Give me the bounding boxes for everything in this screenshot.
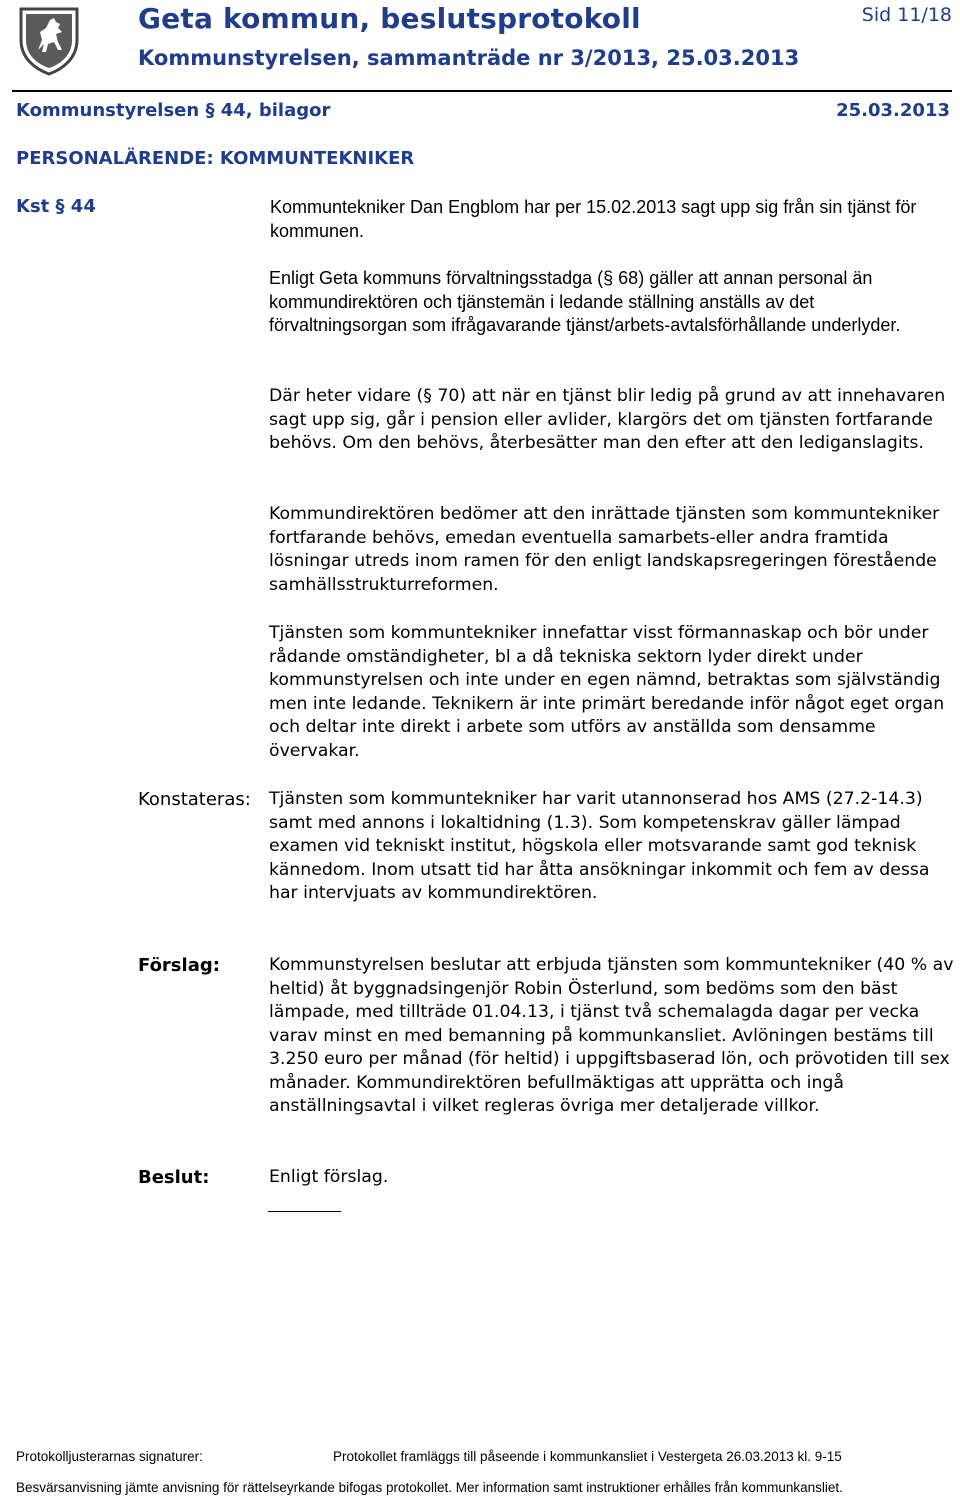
paragraph-3: Kommundirektören bedömer att den inrättade tjänsten som kommuntekniker fortfarande behövs, emedan eventuella samarbets-eller andra framtida lösningar utreds inom ramen för den enligt landskapsregeringen förestående samhällsstrukturreformen. [269, 504, 940, 595]
forslag-text: Kommunstyrelsen beslutar att erbjuda tjänsten som kommuntekniker (40 % av heltid) åt byggnadsingenjör Robin Österlund, som bedöms som den bäst lämpade, med tillträde 01.04.13, i tjänst två schemalagda dagar per vecka varav minst en med bemanning på kommunkansliet. Avlöningen bestäms till 3.250 euro per månad (för heltid) i uppgiftsbaserad lön, och prövotiden till sex månader. Kommundirektören befullmäktigas att upprätta och ingå anställningsavtal i vilket regleras övriga mer detaljerade villkor. [269, 955, 954, 1116]
footer-appeal: Besvärsanvisning jämte anvisning för rättelseyrkande bifogas protokollet. Mer information samt instruktioner erhålles från kommunkansliet. [16, 1480, 843, 1495]
coat-of-arms-icon [18, 6, 80, 76]
paragraph-4: Tjänsten som kommuntekniker innefattar visst förmannaskap och bör under rådande omständigheter, bl a då tekniska sektorn lyder direkt under kommunstyrelsen och inte under en egen nämnd, betraktas som självständig men inte ledande. Teknikern är inte primärt beredande inför något eget organ och deltar inte direkt i arbete som utförs av anställda som densamme övervakar. [269, 623, 945, 761]
footer-signatures: Protokolljusterarnas signaturer: [16, 1449, 203, 1464]
forslag-label: Förslag: [138, 955, 220, 976]
end-divider [268, 1211, 341, 1212]
intro-paragraph: Kommuntekniker Dan Engblom har per 15.02.2013 sagt upp sig från sin tjänst för kommunen. [270, 197, 917, 241]
item-topic: PERSONALÄRENDE: KOMMUNTEKNIKER [16, 148, 415, 169]
paragraph-1: Enligt Geta kommuns förvaltningsstadga (§ 68) gäller att annan personal än kommundirektören och tjänstemän i ledande ställning anställs av det förvaltningsorgan som ifrågavarande tjänst/arbets-avtalsförhållande underlyder. [269, 268, 901, 335]
beslut-text: Enligt förslag. [269, 1167, 389, 1187]
item-number: Kst § 44 [16, 196, 96, 217]
document-subtitle: Kommunstyrelsen, sammanträde nr 3/2013, 25.03.2013 [138, 46, 800, 70]
header-divider [12, 90, 952, 92]
paragraph-2: Där heter vidare (§ 70) att när en tjänst blir ledig på grund av att innehavaren sagt upp sig, går i pension eller avlider, klargörs det om tjänsten fortfarande behövs. Om den behövs, återbesätter man den efter att den lediganslagits. [269, 386, 946, 453]
konstateras-label: Konstateras: [138, 789, 251, 810]
page-number: Sid 11/18 [861, 4, 952, 26]
konstateras-text: Tjänsten som kommuntekniker har varit utannonserad hos AMS (27.2-14.3) samt med annons i lokaltidning (1.3). Som kompetenskrav gäller lämpad examen vid tekniskt institut, högskola eller motsvarande samt god teknisk kännedom. Inom utsatt tid har åtta ansökningar inkommit och fem av dessa har intervjuats av kommundirektören. [269, 789, 930, 903]
section-date: 25.03.2013 [836, 100, 950, 121]
document-title: Geta kommun, beslutsprotokoll [138, 2, 641, 35]
footer-posting: Protokollet framläggs till påseende i kommunkansliet i Vestergeta 26.03.2013 kl. 9-15 [333, 1449, 842, 1464]
section-heading: Kommunstyrelsen § 44, bilagor [16, 100, 331, 121]
beslut-label: Beslut: [138, 1167, 210, 1188]
